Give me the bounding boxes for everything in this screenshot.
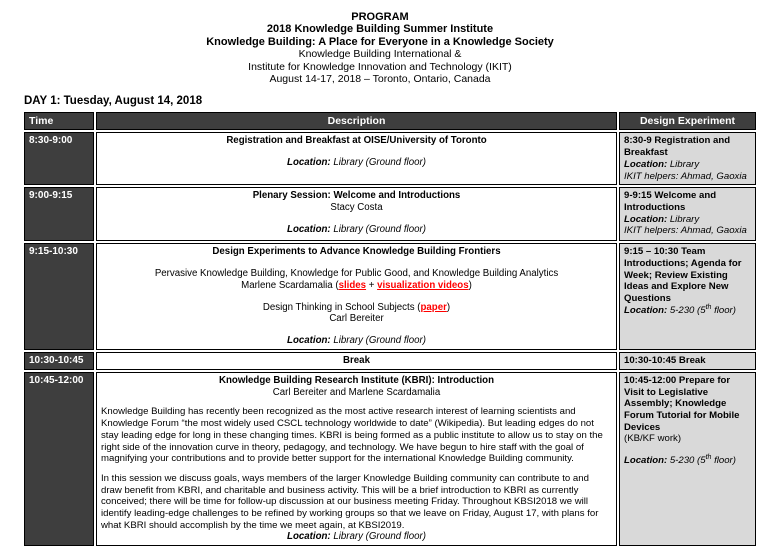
location-label: Location:	[624, 455, 668, 467]
location-value: Library	[667, 213, 700, 225]
speaker-name: Marlene Scardamalia (	[241, 279, 339, 291]
location-value: 5-230 (5	[667, 455, 706, 467]
organization-line-1: Knowledge Building International &	[298, 48, 462, 61]
table-header-row	[24, 112, 756, 130]
description-cell	[96, 352, 617, 370]
location-line	[624, 455, 751, 467]
session-paragraph-2: In this session we discuss goals, ways members of the larger Knowledge Building community can contribute to and draw benefit from KBRI, and charitable and business activity. This will be a brief introduction to KBRI as currently conceived; there will be time for follow-up discussion at our business meeting Friday. Throughout KBSI2018 we will identify leading-edge challenges to be refined by working groups so that we leave on Friday, August 17, with plans for what KBRI should accomplish by the time we meet again, at KBSI2019.	[101, 472, 599, 531]
program-heading: PROGRAM	[351, 11, 409, 23]
location-label: Location:	[624, 213, 668, 225]
design-title: 9:15 – 10:30 Team Introductions; Agenda for Week; Review Existing Ideas and Explore New Questions	[624, 246, 742, 305]
date-location-line: August 14-17, 2018 – Toronto, Ontario, Canada	[269, 73, 491, 86]
location-label: Location:	[624, 304, 668, 316]
design-title: 10:45-12:00 Prepare for Visit to Legislative Assembly; Knowledge Forum Tutorial for Mobile Devices	[624, 374, 740, 433]
table-row-plenary	[24, 187, 756, 241]
location-label: Location:	[287, 223, 331, 235]
time-cell: 9:15-10:30	[24, 243, 94, 350]
ordinal-superscript: th	[705, 303, 712, 311]
slides-link[interactable]: slides	[338, 279, 367, 291]
description-cell	[96, 243, 617, 350]
organization-line-2: Institute for Knowledge Innovation and Technology (IKIT)	[248, 60, 512, 73]
location-line	[624, 159, 751, 171]
design-title: 8:30-9 Registration and Breakfast	[624, 135, 731, 159]
location-line	[101, 224, 612, 236]
location-line	[101, 531, 612, 543]
session-paragraph-1: Knowledge Building has recently been recognized as the most active research interest of learning scientists and Knowledge Forum “the most widely used CSCL technology worldwide to date” (Wikipedia). But leading edges do not stay leading edge for long in these changing times. KBRI is being formed as a public institute to allow us to stay on the right side of the innovation curve in theory, pedagogy, and technology. We have begun to hire staff with the goal of magnifying your contributions and to provide better support for the international Knowledge Building community.	[101, 406, 603, 465]
time-cell: 10:30-10:45	[24, 352, 94, 370]
table-row-break	[24, 352, 756, 370]
location-label: Location:	[287, 531, 331, 543]
paren-close: )	[446, 301, 451, 313]
description-cell	[96, 372, 617, 546]
session-title: Knowledge Building Research Institute (KBRI): Introduction	[218, 374, 494, 386]
table-row-design-experiments	[24, 243, 756, 350]
session-title: Registration and Breakfast at OISE/University of Toronto	[226, 135, 487, 147]
location-label: Location:	[287, 157, 331, 169]
table-row-registration	[24, 132, 756, 185]
paren-close: )	[468, 279, 472, 291]
design-experiment-cell	[619, 243, 756, 350]
time-cell: 9:00-9:15	[24, 187, 94, 241]
design-experiment-cell	[619, 352, 756, 370]
design-experiment-cell	[619, 132, 756, 185]
design-title: 10:30-10:45 Break	[624, 355, 706, 367]
ikit-helpers: IKIT helpers: Ahmad, Gaoxia	[624, 170, 747, 182]
ordinal-superscript: th	[705, 453, 712, 461]
conference-subtitle: Knowledge Building: A Place for Everyone in a Knowledge Society	[206, 35, 554, 48]
column-header-description: Description	[96, 112, 617, 130]
location-value: Library	[667, 158, 700, 170]
location-value: Library (Ground floor)	[330, 223, 426, 235]
day-heading: DAY 1: Tuesday, August 14, 2018	[24, 95, 203, 108]
column-header-design-experiment: Design Experiment	[619, 112, 756, 130]
speaker-name: Stacy Costa	[330, 202, 383, 214]
document-header	[0, 0, 760, 85]
session-title: Break	[343, 355, 370, 367]
time-cell: 8:30-9:00	[24, 132, 94, 185]
session-item-title: Design Thinking in School Subjects (	[262, 301, 421, 313]
time-cell: 10:45-12:00	[24, 372, 94, 546]
location-label: Location:	[624, 158, 668, 170]
location-value: Library (Ground floor)	[330, 157, 426, 169]
session-item-line	[101, 302, 612, 314]
design-title: 9-9:15 Welcome and Introductions	[624, 190, 717, 213]
location-line	[101, 157, 612, 169]
table-row-kbri-introduction	[24, 372, 756, 546]
location-label: Location:	[287, 335, 331, 347]
location-value-suffix: floor)	[711, 455, 736, 467]
ikit-helpers: IKIT helpers: Ahmad, Gaoxia	[624, 225, 747, 237]
session-title: Design Experiments to Advance Knowledge Building Frontiers	[212, 246, 501, 258]
design-note: (KB/KF work)	[624, 433, 682, 445]
column-header-time: Time	[24, 112, 94, 130]
session-title: Plenary Session: Welcome and Introductions	[252, 190, 461, 202]
location-value: Library (Ground floor)	[330, 531, 426, 543]
speaker-line	[101, 280, 612, 292]
link-separator: +	[366, 279, 378, 291]
visualization-videos-link[interactable]: visualization videos	[377, 279, 469, 291]
location-value-suffix: floor)	[711, 304, 736, 316]
design-experiment-cell	[619, 187, 756, 241]
description-cell	[96, 187, 617, 241]
institute-title: 2018 Knowledge Building Summer Institute	[266, 23, 494, 36]
speaker-name: Carl Bereiter and Marlene Scardamalia	[272, 386, 441, 398]
location-line	[101, 335, 612, 347]
location-line	[624, 305, 751, 317]
description-cell	[96, 132, 617, 185]
design-experiment-cell	[619, 372, 756, 546]
session-subtitle: Pervasive Knowledge Building, Knowledge for Public Good, and Knowledge Building Analytics	[154, 268, 559, 280]
schedule-table	[22, 110, 758, 548]
location-line	[624, 214, 751, 226]
location-value: Library (Ground floor)	[330, 335, 426, 347]
paper-link[interactable]: paper	[420, 301, 447, 313]
location-value: 5-230 (5	[667, 304, 706, 316]
speaker-name: Carl Bereiter	[329, 313, 384, 325]
